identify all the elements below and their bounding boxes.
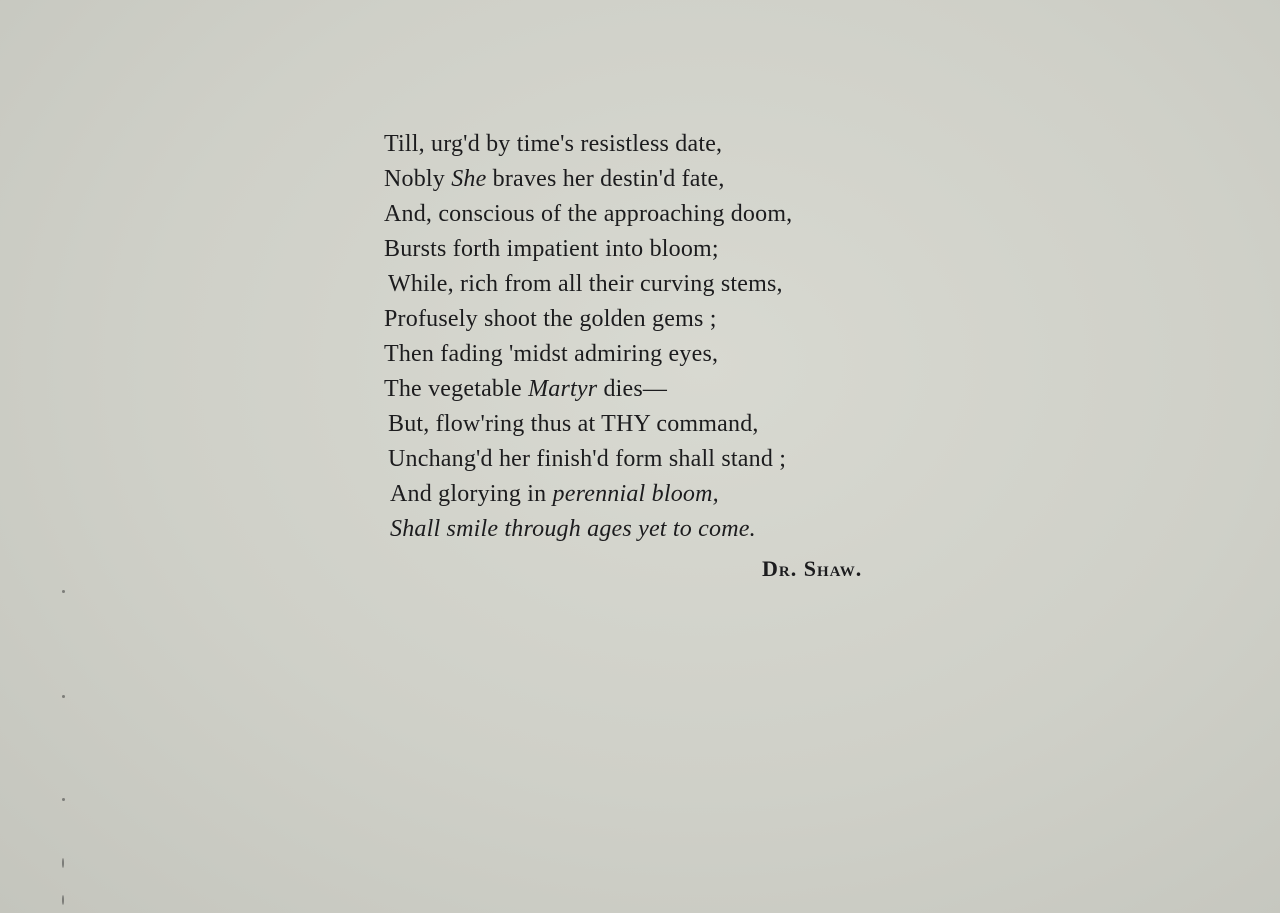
- poem-line-10: Unchang'd her finish'd form shall stand ;: [388, 446, 787, 472]
- poem-line-3: And, conscious of the approaching doom,: [384, 201, 793, 227]
- author-title: Dr.: [762, 556, 798, 581]
- author-signature: [762, 556, 862, 582]
- poem-line-8: The vegetable Martyr dies—: [384, 376, 668, 402]
- poem-line-12: Shall smile through ages yet to come.: [390, 516, 756, 542]
- bleed-through-body: [60, 535, 1240, 905]
- poem-line-6: Profusely shoot the golden gems ;: [384, 306, 717, 332]
- poem-line-4: Bursts forth impatient into bloom;: [384, 236, 719, 262]
- margin-marks: [62, 560, 72, 910]
- author-name: Shaw.: [803, 556, 863, 581]
- poem-line-9: But, flow'ring thus at THY command,: [388, 411, 759, 437]
- poem-line-2: Nobly She braves her destin'd fate,: [384, 166, 725, 192]
- poem-line-1: Till, urg'd by time's resistless date,: [384, 131, 723, 157]
- poem-stanza: [384, 127, 904, 547]
- poem-line-7: Then fading 'midst admiring eyes,: [384, 341, 719, 367]
- poem-line-5: While, rich from all their curving stems,: [388, 271, 783, 297]
- poem-line-11: And glorying in perennial bloom,: [390, 481, 719, 507]
